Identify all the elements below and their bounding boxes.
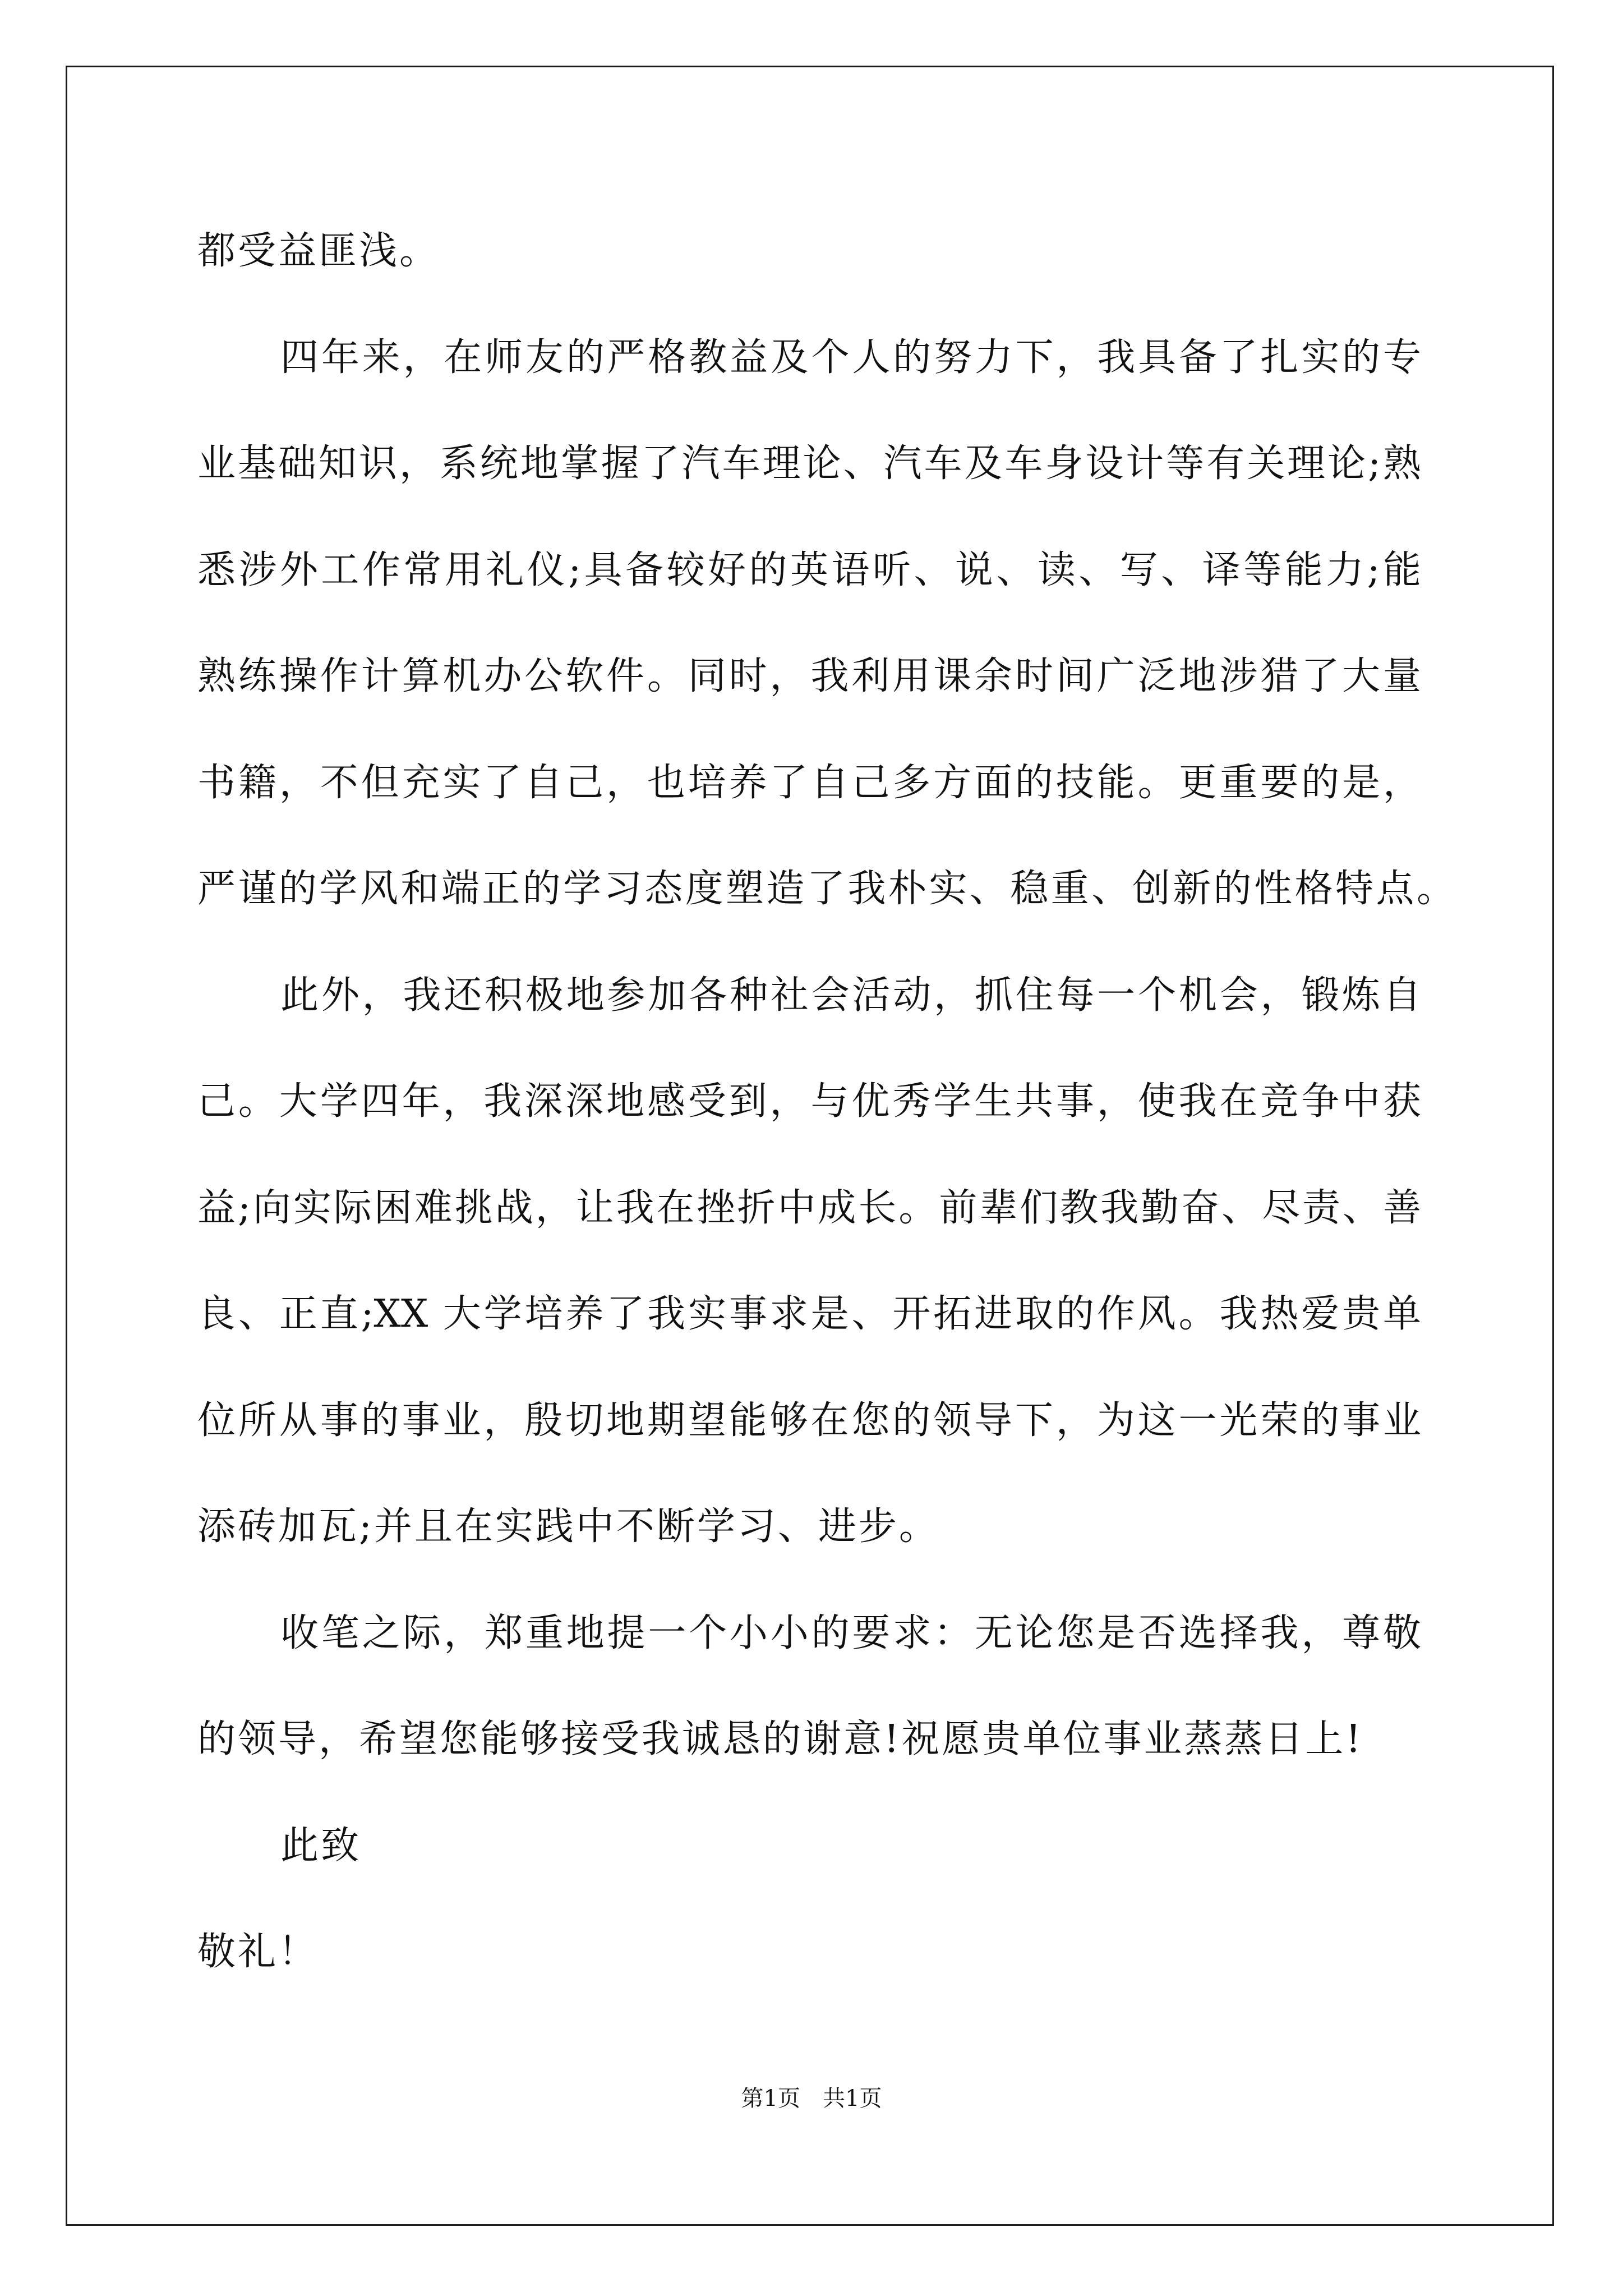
text-line: 悉涉外工作常用礼仪;具备较好的英语听、说、读、写、译等能力;能: [197, 547, 1421, 592]
text-line: 业基础知识，系统地掌握了汽车理论、汽车及车身设计等有关理论;熟: [197, 441, 1421, 486]
letter-salutation: 敬礼！: [197, 1930, 319, 1974]
paragraph: [197, 198, 1455, 305]
text-line: 收笔之际，郑重地提一个小小的要求：无论您是否选择我，尊敬: [280, 1611, 1421, 1655]
text-line: 严谨的学风和端正的学习态度塑造了我朴实、稳重、创新的性格特点。: [197, 867, 1455, 911]
text-line: 良、正直;XX 大学培养了我实事求是、开拓进取的作风。我热爱贵单: [197, 1292, 1421, 1336]
paragraph: [197, 1580, 1455, 1793]
text-line: 益;向实际困难挑战，让我在挫折中成长。前辈们教我勤奋、尽责、善: [197, 1185, 1421, 1230]
text-line: 都受益匪浅。: [197, 229, 440, 273]
text-line: 四年来，在师友的严格教益及个人的努力下，我具备了扎实的专: [280, 335, 1421, 380]
text-line: 己。大学四年，我深深地感受到，与优秀学生共事，使我在竞争中获: [197, 1079, 1421, 1124]
letter-body: [197, 198, 1455, 2005]
text-line: 位所从事的事业，殷切地期望能够在您的领导下，为这一光荣的事业: [197, 1398, 1421, 1443]
text-line: 此外，我还积极地参加各种社会活动，抓住每一个机会，锻炼自: [280, 973, 1421, 1018]
letter-closing: 此致: [280, 1823, 362, 1868]
text-line: 添砖加瓦;并且在实践中不断学习、进步。: [197, 1504, 939, 1549]
paragraph: [197, 942, 1455, 1580]
page-footer: 第1页 共1页: [741, 2086, 882, 2111]
text-line: 书籍，不但充实了自己，也培养了自己多方面的技能。更重要的是，: [197, 760, 1421, 805]
text-line: 的领导，希望您能够接受我诚恳的谢意!祝愿贵单位事业蒸蒸日上!: [197, 1717, 1363, 1761]
paragraph: [197, 305, 1455, 942]
text-line: 熟练操作计算机办公软件。同时，我利用课余时间广泛地涉猎了大量: [197, 654, 1421, 698]
